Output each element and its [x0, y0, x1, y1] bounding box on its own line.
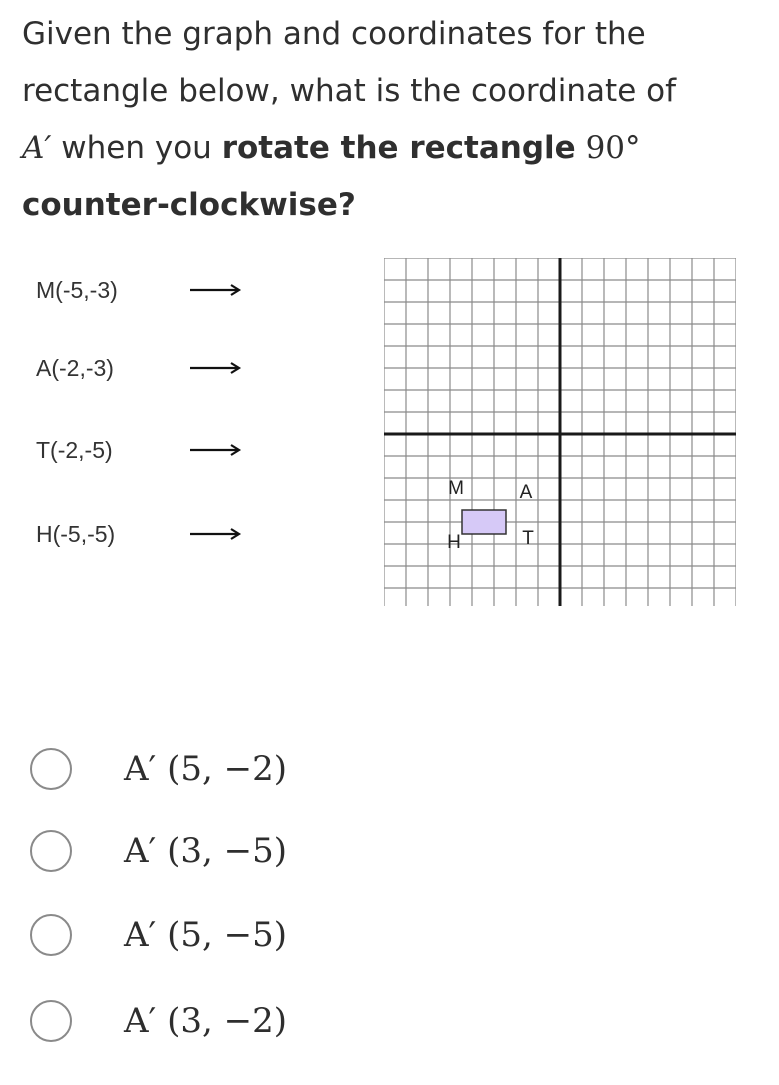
radio-button[interactable] — [30, 1000, 72, 1042]
vertex-label-h: H — [447, 532, 461, 553]
coord-row-m — [36, 270, 256, 310]
coord-label-h: H(-5,-5) — [36, 520, 116, 547]
question-point: A′ — [22, 130, 52, 166]
question-angle: 90° — [585, 130, 641, 166]
vertex-label-m: M — [448, 478, 464, 499]
choice-option-3[interactable] — [30, 900, 530, 970]
coordinate-grid — [384, 258, 736, 606]
radio-button[interactable] — [30, 914, 72, 956]
choice-label: A′ (3, −5) — [124, 831, 287, 871]
radio-button[interactable] — [30, 748, 72, 790]
right-arrow-icon — [186, 280, 246, 300]
question-part1: Given the graph and coordinates for the rectangle below, what is the coordinate of — [22, 16, 677, 109]
choice-option-2[interactable] — [30, 816, 530, 886]
choice-option-1[interactable] — [30, 734, 530, 804]
right-arrow-icon — [186, 524, 246, 544]
vertex-label-t: T — [522, 528, 534, 549]
coord-row-a — [36, 348, 256, 388]
coord-label-t: T(-2,-5) — [36, 436, 113, 463]
axes — [384, 258, 736, 606]
coord-row-t — [36, 430, 256, 470]
coord-label-m: M(-5,-3) — [36, 276, 118, 303]
choice-label: A′ (3, −2) — [124, 1001, 287, 1041]
radio-button[interactable] — [30, 830, 72, 872]
question-text — [22, 6, 762, 234]
vertex-label-a: A — [519, 482, 533, 503]
choice-option-4[interactable] — [30, 986, 530, 1056]
right-arrow-icon — [186, 440, 246, 460]
question-bold: rotate the rectangle — [221, 130, 576, 166]
question-part2: when you — [61, 130, 212, 166]
choice-label: A′ (5, −2) — [124, 749, 287, 789]
choice-label: A′ (5, −5) — [124, 915, 287, 955]
rectangle-mate — [462, 510, 506, 534]
coord-row-h — [36, 514, 256, 554]
right-arrow-icon — [186, 358, 246, 378]
coord-label-a: A(-2,-3) — [36, 354, 114, 381]
question-part3: counter-clockwise? — [22, 187, 356, 223]
